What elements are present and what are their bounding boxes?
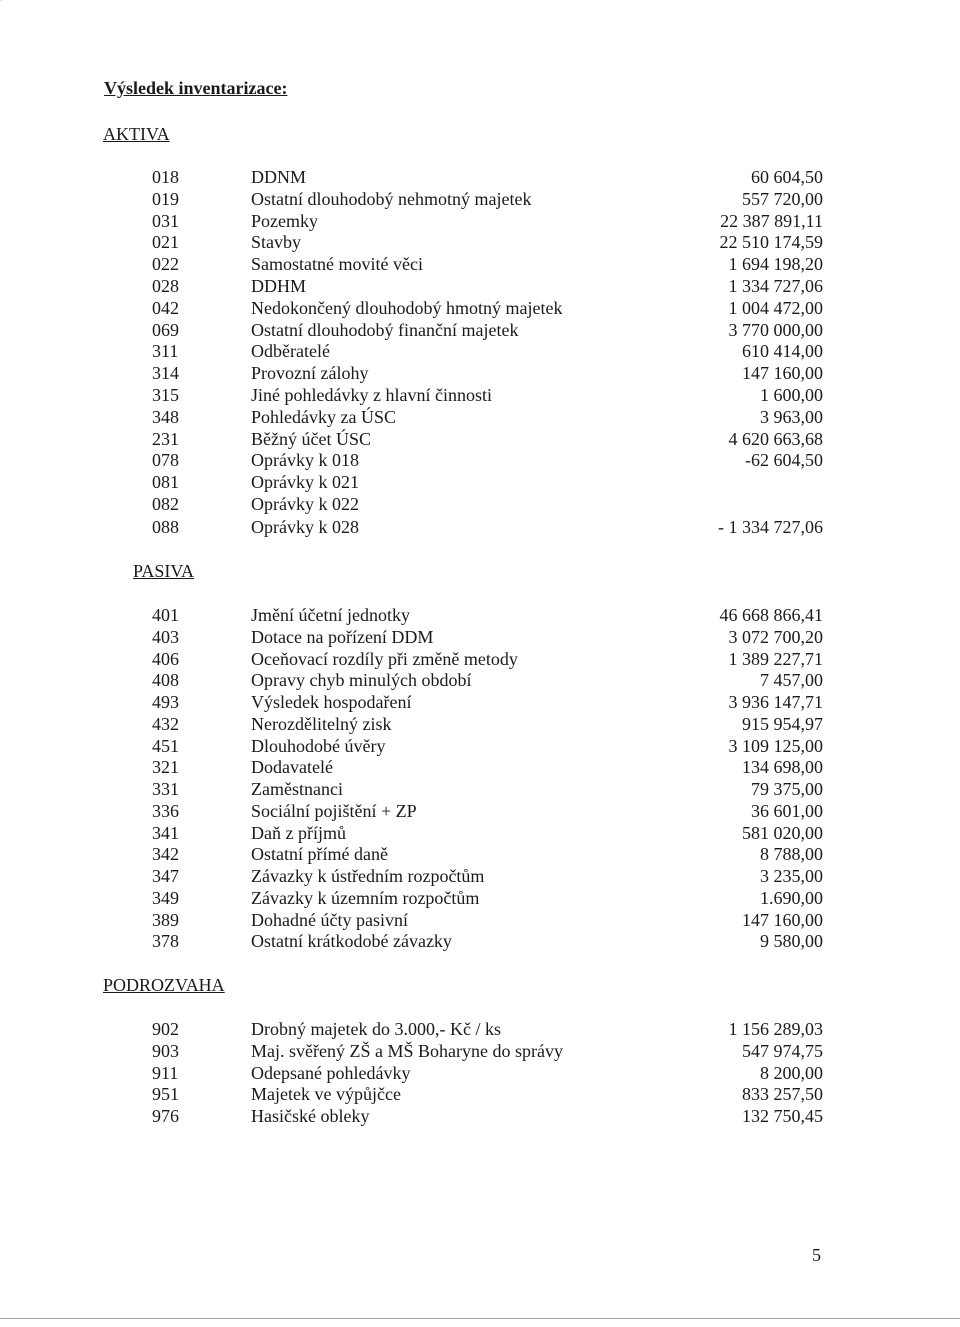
account-label: Dlouhodobé úvěry <box>251 735 386 756</box>
account-code: 331 <box>152 779 179 799</box>
table-row <box>0 210 960 232</box>
account-label: Hasičské obleky <box>251 1106 370 1127</box>
table-row <box>0 778 960 800</box>
account-value: 147 160,00 <box>742 909 823 930</box>
table-row <box>0 626 960 648</box>
account-label: Závazky k ústředním rozpočtům <box>251 866 485 886</box>
account-value: 3 109 125,00 <box>728 735 823 756</box>
account-value: 610 414,00 <box>742 341 823 362</box>
account-code: 069 <box>152 319 179 340</box>
account-value: 1 004 472,00 <box>728 297 823 318</box>
account-code: 022 <box>152 254 179 275</box>
account-label: Výsledek hospodaření <box>251 692 412 712</box>
account-label: Jiné pohledávky z hlavní činnosti <box>251 385 492 405</box>
account-label: Závazky k územním rozpočtům <box>251 887 480 908</box>
table-row <box>0 887 960 909</box>
account-code: 349 <box>152 887 179 908</box>
table-row <box>0 713 960 735</box>
account-value: 1 600,00 <box>760 385 823 405</box>
account-code: 348 <box>152 406 179 427</box>
account-code: 493 <box>152 692 179 712</box>
account-code: 389 <box>152 909 179 930</box>
account-label: Oprávky k 022 <box>251 494 359 514</box>
account-code: 347 <box>152 866 179 886</box>
account-code: 321 <box>152 757 179 778</box>
table-row <box>0 822 960 844</box>
account-code: 451 <box>152 735 179 756</box>
page-bottom-line <box>0 1318 960 1319</box>
account-code: 042 <box>152 297 179 318</box>
account-label: Stavby <box>251 232 302 253</box>
account-value: 8 788,00 <box>760 844 823 865</box>
account-label: Samostatné movité věci <box>251 254 423 275</box>
account-code: 028 <box>152 276 179 296</box>
table-row <box>0 800 960 822</box>
table-row <box>0 362 960 384</box>
table-row <box>0 253 960 275</box>
account-label: Maj. svěřený ZŠ a MŠ Boharyne do správy <box>251 1040 563 1061</box>
account-label: Majetek ve výpůjčce <box>251 1084 401 1105</box>
table-row <box>0 319 960 341</box>
account-value: 60 604,50 <box>751 167 823 187</box>
account-value: - 1 334 727,06 <box>718 517 823 537</box>
account-label: Sociální pojištění + ZP <box>251 800 417 821</box>
account-label: Oprávky k 018 <box>251 450 359 471</box>
account-value: 3 235,00 <box>760 866 823 886</box>
account-label: Pohledávky za ÚSC <box>251 406 396 427</box>
table-row <box>0 340 960 362</box>
table-row <box>0 188 960 210</box>
section-heading-pasiva: PASIVA <box>133 561 195 581</box>
account-code: 031 <box>152 210 179 231</box>
table-row <box>0 930 960 952</box>
account-code: 976 <box>152 1106 179 1127</box>
account-value: 557 720,00 <box>742 188 823 209</box>
table-row <box>0 493 960 515</box>
table-row <box>0 516 960 538</box>
table-row <box>0 865 960 887</box>
account-code: 021 <box>152 232 179 253</box>
account-value: 1 334 727,06 <box>728 276 823 296</box>
account-label: Dohadné účty pasivní <box>251 909 408 930</box>
table-row <box>0 406 960 428</box>
account-label: Běžný účet ÚSC <box>251 428 371 449</box>
account-code: 341 <box>152 822 179 843</box>
account-code: 088 <box>152 517 179 537</box>
account-value: 1 694 198,20 <box>728 254 823 275</box>
account-value: 581 020,00 <box>742 822 823 843</box>
table-row <box>0 166 960 188</box>
account-code: 231 <box>152 428 179 449</box>
account-code: 902 <box>152 1019 179 1039</box>
account-value: 3 770 000,00 <box>728 319 823 340</box>
account-value: 147 160,00 <box>742 363 823 384</box>
table-row <box>0 909 960 931</box>
account-value: 7 457,00 <box>760 670 823 691</box>
account-code: 019 <box>152 188 179 209</box>
table-row <box>0 231 960 253</box>
account-label: Oceňovací rozdíly při změně metody <box>251 648 518 669</box>
account-value: 3 963,00 <box>760 406 823 427</box>
account-value: 22 387 891,11 <box>720 210 823 231</box>
account-value: 9 580,00 <box>760 931 823 952</box>
account-value: 46 668 866,41 <box>719 605 823 625</box>
table-row <box>0 1018 960 1040</box>
table-row <box>0 843 960 865</box>
table-row <box>0 1062 960 1084</box>
table-row <box>0 297 960 319</box>
account-label: Drobný majetek do 3.000,- Kč / ks <box>251 1019 501 1039</box>
account-value: 22 510 174,59 <box>719 232 823 253</box>
account-label: Odběratelé <box>251 341 330 362</box>
table-row <box>0 1040 960 1062</box>
account-label: DDNM <box>251 167 307 187</box>
account-value: -62 604,50 <box>745 450 823 471</box>
account-label: Dotace na pořízení DDM <box>251 626 434 647</box>
account-code: 951 <box>152 1084 179 1105</box>
account-label: Odepsané pohledávky <box>251 1062 411 1083</box>
table-row <box>0 471 960 493</box>
account-code: 018 <box>152 167 179 187</box>
account-label: Dodavatelé <box>251 757 333 778</box>
table-row <box>0 691 960 713</box>
account-label: Provozní zálohy <box>251 363 369 384</box>
table-row <box>0 449 960 471</box>
account-label: Oprávky k 021 <box>251 472 359 493</box>
table-row <box>0 604 960 626</box>
section-heading-podrozvaha: PODROZVAHA <box>103 975 225 995</box>
account-code: 078 <box>152 450 179 471</box>
account-value: 1.690,00 <box>760 887 823 908</box>
table-row <box>0 275 960 297</box>
account-value: 8 200,00 <box>760 1062 823 1083</box>
table-row <box>0 428 960 450</box>
account-label: DDHM <box>251 276 307 296</box>
account-label: Daň z příjmů <box>251 822 346 843</box>
account-value: 547 974,75 <box>742 1040 823 1061</box>
account-label: Opravy chyb minulých období <box>251 670 472 691</box>
account-code: 081 <box>152 472 179 493</box>
account-value: 1 156 289,03 <box>728 1019 823 1039</box>
account-code: 903 <box>152 1040 179 1061</box>
account-label: Jmění účetní jednotky <box>251 605 410 625</box>
account-label: Ostatní přímé daně <box>251 844 388 865</box>
account-code: 342 <box>152 844 179 865</box>
account-value: 3 072 700,20 <box>728 626 823 647</box>
account-code: 401 <box>152 605 179 625</box>
account-code: 311 <box>152 341 179 362</box>
table-row <box>0 1105 960 1127</box>
account-label: Nedokončený dlouhodobý hmotný majetek <box>251 297 563 318</box>
account-value: 833 257,50 <box>742 1084 823 1105</box>
table-row <box>0 735 960 757</box>
table-row <box>0 1083 960 1105</box>
account-value: 132 750,45 <box>742 1106 823 1127</box>
account-label: Pozemky <box>251 210 318 231</box>
account-value: 134 698,00 <box>742 757 823 778</box>
account-label: Oprávky k 028 <box>251 517 359 537</box>
account-code: 406 <box>152 648 179 669</box>
account-label: Zaměstnanci <box>251 779 343 799</box>
account-value: 915 954,97 <box>742 713 823 734</box>
account-label: Nerozdělitelný zisk <box>251 713 392 734</box>
table-row <box>0 669 960 691</box>
account-code: 911 <box>152 1062 179 1083</box>
document-title: Výsledek inventarizace: <box>104 78 288 98</box>
account-label: Ostatní dlouhodobý nehmotný majetek <box>251 188 532 209</box>
account-code: 314 <box>152 363 179 384</box>
account-code: 315 <box>152 385 179 405</box>
table-row <box>0 384 960 406</box>
account-value: 4 620 663,68 <box>728 428 823 449</box>
table-row <box>0 756 960 778</box>
account-value: 3 936 147,71 <box>728 692 823 712</box>
account-code: 408 <box>152 670 179 691</box>
account-value: 79 375,00 <box>751 779 823 799</box>
account-code: 403 <box>152 626 179 647</box>
account-label: Ostatní krátkodobé závazky <box>251 931 452 952</box>
account-code: 378 <box>152 931 179 952</box>
account-code: 432 <box>152 713 179 734</box>
page-number: 5 <box>812 1245 821 1265</box>
account-value: 36 601,00 <box>751 800 823 821</box>
table-row <box>0 648 960 670</box>
account-label: Ostatní dlouhodobý finanční majetek <box>251 319 519 340</box>
section-heading-aktiva: AKTIVA <box>103 124 170 144</box>
account-code: 336 <box>152 800 179 821</box>
scan-mark <box>0 0 48 1</box>
account-code: 082 <box>152 494 179 514</box>
account-value: 1 389 227,71 <box>728 648 823 669</box>
